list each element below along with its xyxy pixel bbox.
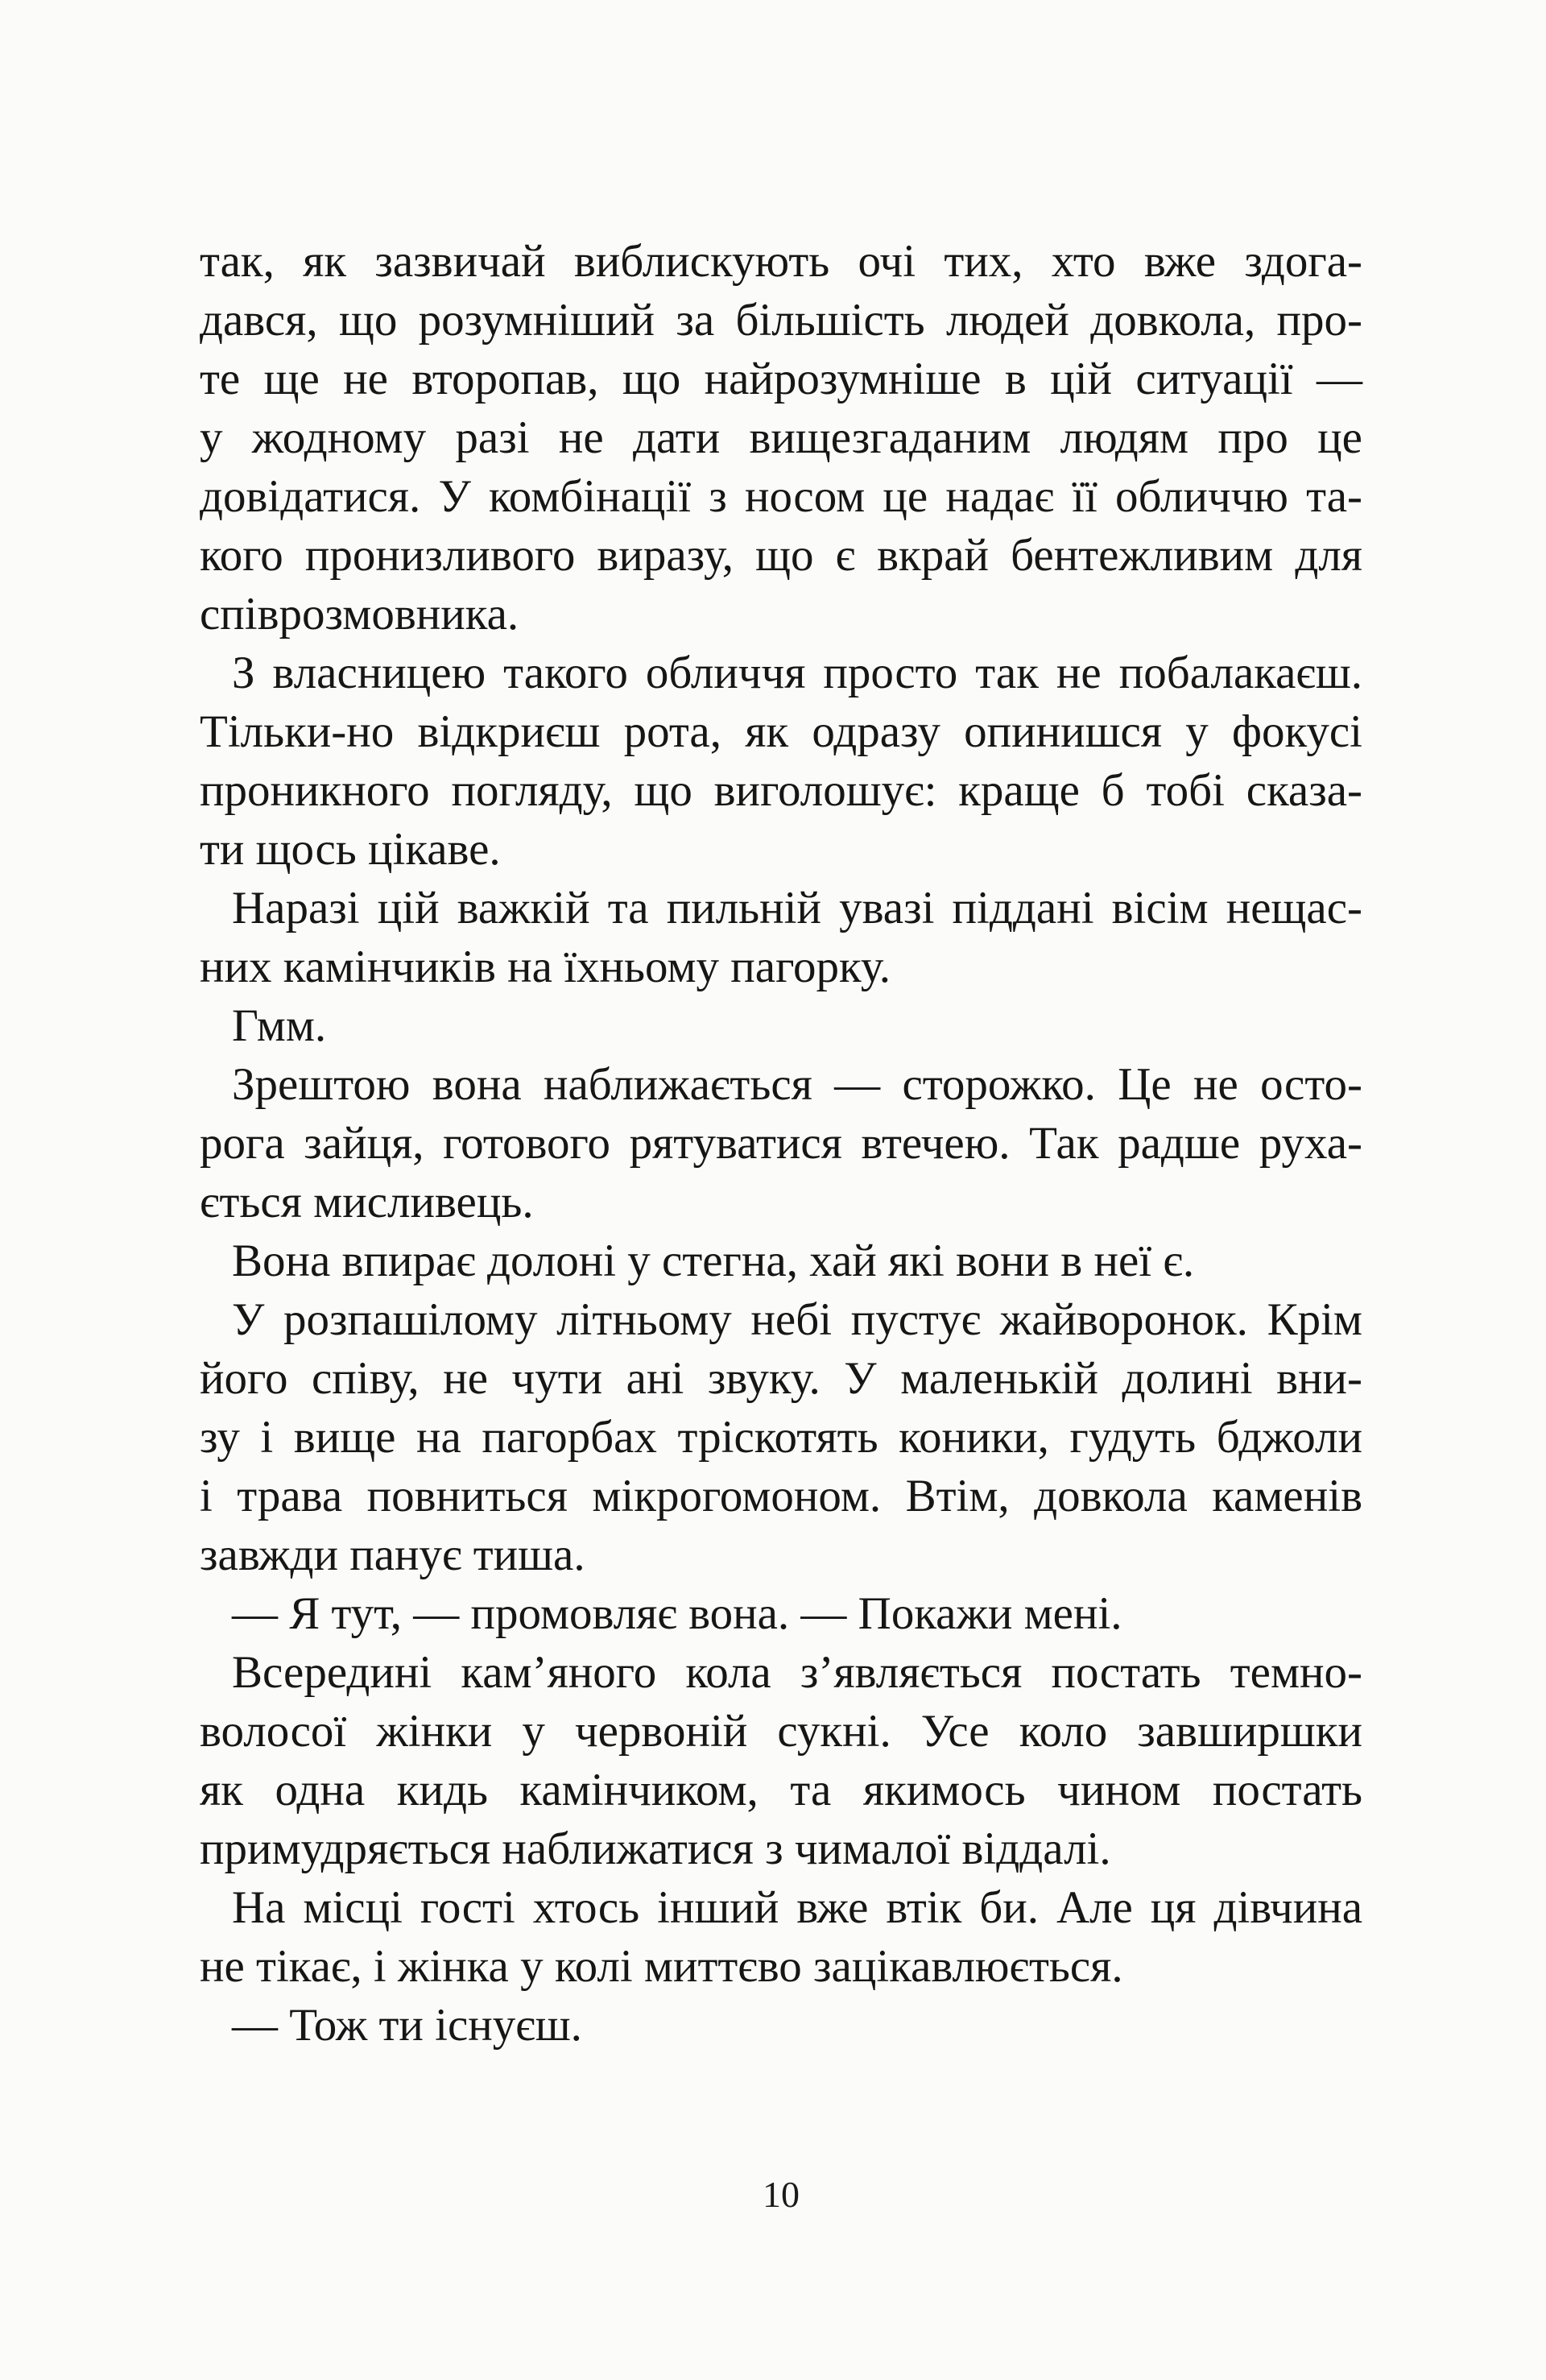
text-line: рога зайця, готового рятуватися втечею. Так радше руха- [200, 1118, 1362, 1169]
text-line: те ще не второпав, що найрозумніше в цій ситуації — [200, 354, 1362, 404]
text-line: Тільки-но відкриєш рота, як одразу опинишся у фокусі [200, 706, 1362, 757]
text-line: ти щось цікаве. [200, 824, 501, 875]
page-number: 10 [763, 2174, 800, 2215]
text-line: завжди панує тиша. [200, 1529, 585, 1580]
text-line: проникного погляду, що виголошує: краще б тобі сказа- [200, 765, 1362, 816]
text-line: примудряється наближатися з чималої віддалі. [200, 1823, 1111, 1874]
text-line: Всередині кам’яного кола з’являється постать темно- [232, 1647, 1362, 1698]
text-line: довідатися. У комбінації з носом це надає її обличчю та- [200, 471, 1362, 522]
text-line: його співу, не чути ані звуку. У маленькій долині вни- [200, 1353, 1362, 1404]
text-line: Вона впирає долоні у стегна, хай які вони в неї є. [232, 1236, 1195, 1286]
text-line: — Я тут, — промовляє вона. — Покажи мені. [232, 1588, 1122, 1639]
text-line: — Тож ти існуєш. [232, 2000, 582, 2051]
text-line: кого пронизливого виразу, що є вкрай бентежливим для [200, 530, 1362, 581]
text-line: них камінчиків на їхньому пагорку. [200, 942, 891, 992]
text-line: співрозмовника. [200, 589, 519, 639]
text-line: як одна кидь камінчиком, та якимось чином постать [200, 1765, 1362, 1815]
text-line: волосої жінки у червоній сукні. Усе коло завширшки [200, 1706, 1362, 1757]
text-line: і трава повниться мікрогомоном. Втім, довкола каменів [200, 1471, 1362, 1521]
text-line: у жодному разі не дати вищезгаданим людям про це [200, 412, 1362, 463]
text-line: ється мисливець. [200, 1177, 534, 1227]
text-line: З власницею такого обличчя просто так не побалакаєш. [232, 648, 1362, 698]
text-line: На місці гості хтось інший вже втік би. Але ця дівчина [232, 1882, 1362, 1933]
page-text-block [200, 232, 1362, 2055]
text-line: так, як зазвичай виблискують очі тих, хто вже здога- [200, 236, 1362, 287]
text-line: не тікає, і жінка у колі миттєво зацікавлюється. [200, 1941, 1123, 1992]
text-line: Гмм. [232, 1000, 327, 1051]
text-line: дався, що розумніший за більшість людей довкола, про- [200, 295, 1362, 346]
text-line: У розпашілому літньому небі пустує жайворонок. Крім [232, 1294, 1362, 1345]
text-line: Наразі цій важкій та пильній увазі піддані вісім нещас- [232, 883, 1362, 933]
text-line: зу і вище на пагорбах тріскотять коники, гудуть бджоли [200, 1412, 1362, 1463]
text-line: Зрештою вона наближається — сторожко. Це не осто- [232, 1059, 1362, 1110]
